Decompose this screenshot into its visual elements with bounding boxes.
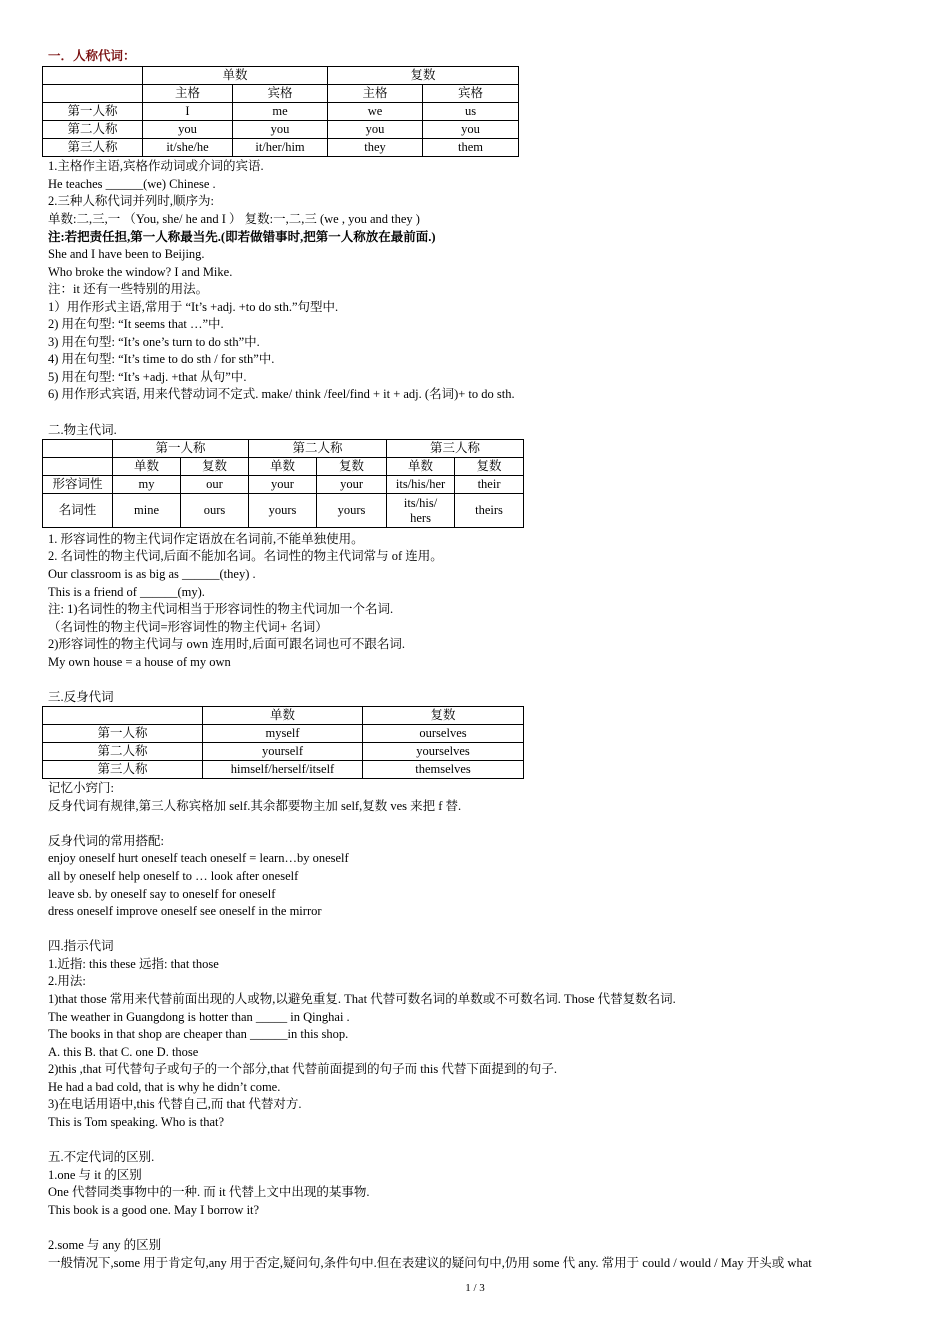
text-line: dress oneself improve oneself see oneself in the mirror [48, 904, 322, 918]
text-line: 1)that those 常用来代替前面出现的人或物,以避免重复. That 代替可数名词的单数或不可数名词. Those 代替复数名词. [48, 992, 676, 1006]
text-line: 5) 用在句型: “It’s +adj. +that 从句”中. [48, 370, 247, 384]
table-cell: me [233, 103, 328, 121]
text-line: （名词性的物主代词=形容词性的物主代词+ 名词） [48, 620, 328, 634]
table-cell: us [423, 103, 519, 121]
table-cell: 第三人称 [43, 139, 143, 157]
text-line: He teaches ______(we) Chinese . [48, 177, 216, 191]
text-line: 2.三种人称代词并列时,顺序为: [48, 194, 214, 208]
table-cell: my [113, 476, 181, 494]
text-line: 1.主格作主语,宾格作动词或介词的宾语. [48, 159, 264, 173]
section-1-heading: 一．人称代词： [48, 49, 136, 63]
table-cell: they [328, 139, 423, 157]
section-5-heading: 五.不定代词的区别. [48, 1150, 155, 1164]
memo-text: 反身代词有规律,第三人称宾格加 self.其余都要物主加 self,复数 ves 来把 f 替. [48, 799, 462, 813]
table-header: 复数 [328, 67, 519, 85]
table-cell: myself [203, 725, 363, 743]
table-cell: yours [249, 494, 317, 528]
table-row [43, 121, 519, 139]
text-line: 注: 1)名词性的物主代词相当于形容词性的物主代词加一个名词. [48, 602, 394, 616]
text-line: 1.one 与 it 的区别 [48, 1168, 142, 1182]
text-line: 2)this ,that 可代替句子或句子的一个部分,that 代替前面提到的句子而 this 代替下面提到的句子. [48, 1062, 558, 1076]
table-header: 复数 [363, 707, 524, 725]
table-cell: it/her/him [233, 139, 328, 157]
text-line: 1.近指: this these 远指: that those [48, 957, 219, 971]
page-number: 1 / 3 [465, 1282, 485, 1294]
text-line: He had a bad cold, that is why he didn’t come. [48, 1080, 281, 1094]
text-line: 3)在电话用语中,this 代替自己,而 that 代替对方. [48, 1097, 302, 1111]
table-cell: 形容词性 [43, 476, 113, 494]
table-row [43, 103, 519, 121]
table-row [43, 85, 519, 103]
table-header: 宾格 [233, 85, 328, 103]
table-cell: our [181, 476, 249, 494]
table-cell: I [143, 103, 233, 121]
table-header: 第二人称 [249, 440, 387, 458]
table-header: 复数 [455, 458, 524, 476]
table-header: 单数 [387, 458, 455, 476]
text-line: 4) 用在句型: “It’s time to do sth / for sth”中. [48, 352, 275, 366]
table-header: 单数 [113, 458, 181, 476]
table-cell: ourselves [363, 725, 524, 743]
table-row [43, 458, 524, 476]
table-cell: mine [113, 494, 181, 528]
table-header: 单数 [203, 707, 363, 725]
text-line: The weather in Guangdong is hotter than _____ in Qinghai . [48, 1010, 350, 1024]
table-cell: it/she/he [143, 139, 233, 157]
text-line: leave sb. by oneself say to oneself for oneself [48, 887, 276, 901]
table-header: 第一人称 [113, 440, 249, 458]
text-line: 2.some 与 any 的区别 [48, 1238, 162, 1252]
memo-title: 记忆小窍门: [48, 781, 114, 795]
text-line: Our classroom is as big as ______(they) . [48, 567, 256, 581]
text-line: 注:若把责任担,第一人称最当先.(即若做错事时,把第一人称放在最前面.) [48, 230, 436, 244]
table-header: 第三人称 [387, 440, 524, 458]
table-cell [43, 458, 113, 476]
table-cell [43, 440, 113, 458]
cell-line: its/his/ [403, 495, 438, 510]
text-line: 一般情况下,some 用于肯定句,any 用于否定,疑问句,条件句中.但在表建议的疑问句中,仍用 some 代 any. 常用于 could / would / May 开头或 what [48, 1256, 812, 1270]
collocation-title: 反身代词的常用搭配: [48, 834, 164, 848]
table-cell: 第二人称 [43, 121, 143, 139]
table-cell: your [317, 476, 387, 494]
text-line: 3) 用在句型: “It’s one’s turn to do sth”中. [48, 335, 260, 349]
section-3-heading: 三.反身代词 [48, 690, 114, 704]
section-4-heading: 四.指示代词 [48, 939, 114, 953]
table-cell: you [143, 121, 233, 139]
text-line: 2)形容词性的物主代词与 own 连用时,后面可跟名词也可不跟名词. [48, 637, 405, 651]
table-cell: yourself [203, 743, 363, 761]
text-line: 6) 用作形式宾语, 用来代替动词不定式. make/ think /feel/find + it + adj. (名词)+ to do sth. [48, 387, 515, 401]
text-line: This book is a good one. May I borrow it? [48, 1203, 260, 1217]
table-cell: you [423, 121, 519, 139]
table-cell: 第三人称 [43, 761, 203, 779]
table-row [43, 761, 524, 779]
table-cell: yourselves [363, 743, 524, 761]
table-row [43, 707, 524, 725]
table-row [43, 494, 524, 528]
text-line: The books in that shop are cheaper than ______in this shop. [48, 1027, 349, 1041]
table-header: 主格 [143, 85, 233, 103]
text-line: Who broke the window? I and Mike. [48, 265, 233, 279]
table-row [43, 743, 524, 761]
table-header: 单数 [249, 458, 317, 476]
table-cell: ours [181, 494, 249, 528]
text-line: enjoy oneself hurt oneself teach oneself = learn…by oneself [48, 851, 349, 865]
table-cell: their [455, 476, 524, 494]
table-header: 复数 [181, 458, 249, 476]
table-row [43, 440, 524, 458]
table-row [43, 67, 519, 85]
table-header: 复数 [317, 458, 387, 476]
table-cell: its/his/her [387, 476, 455, 494]
section-2-heading: 二.物主代词. [48, 423, 117, 437]
text-line: This is a friend of ______(my). [48, 585, 205, 599]
table-header: 主格 [328, 85, 423, 103]
text-line: 2) 用在句型: “It seems that …”中. [48, 317, 224, 331]
text-line: My own house = a house of my own [48, 655, 231, 669]
table-cell: you [233, 121, 328, 139]
text-line: 2.用法: [48, 974, 86, 988]
table-row [43, 725, 524, 743]
cell-line: hers [410, 510, 431, 525]
table-row [43, 476, 524, 494]
text-line: She and I have been to Beijing. [48, 247, 205, 261]
possessive-pronoun-table [42, 439, 524, 528]
text-line: 1）用作形式主语,常用于 “It’s +adj. +to do sth.”句型中. [48, 300, 339, 314]
table-cell: 第一人称 [43, 103, 143, 121]
text-line: A. this B. that C. one D. those [48, 1045, 199, 1059]
text-line: 2. 名词性的物主代词,后面不能加名词。名词性的物主代词常与 of 连用。 [48, 549, 443, 563]
table-cell [387, 494, 455, 528]
text-line: This is Tom speaking. Who is that? [48, 1115, 225, 1129]
reflexive-pronoun-table [42, 706, 524, 779]
table-row [43, 139, 519, 157]
table-cell: you [328, 121, 423, 139]
table-cell [43, 85, 143, 103]
personal-pronoun-table [42, 66, 519, 157]
table-header: 宾格 [423, 85, 519, 103]
table-cell [43, 707, 203, 725]
table-cell: 第二人称 [43, 743, 203, 761]
table-cell: theirs [455, 494, 524, 528]
text-line: 单数:二,三,一 （You, she/ he and I ） 复数:一,二,三 (we , you and they ) [48, 212, 420, 226]
table-cell: your [249, 476, 317, 494]
text-line: One 代替同类事物中的一种. 而 it 代替上文中出现的某事物. [48, 1185, 370, 1199]
text-line: 注：it 还有一些特别的用法。 [48, 282, 209, 296]
table-cell: 名词性 [43, 494, 113, 528]
table-header: 单数 [143, 67, 328, 85]
table-cell: 第一人称 [43, 725, 203, 743]
table-cell: yours [317, 494, 387, 528]
table-cell [43, 67, 143, 85]
table-cell: themselves [363, 761, 524, 779]
text-line: all by oneself help oneself to … look after oneself [48, 869, 299, 883]
table-cell: we [328, 103, 423, 121]
text-line: 1. 形容词性的物主代词作定语放在名词前,不能单独使用。 [48, 532, 364, 546]
table-cell: himself/herself/itself [203, 761, 363, 779]
table-cell: them [423, 139, 519, 157]
